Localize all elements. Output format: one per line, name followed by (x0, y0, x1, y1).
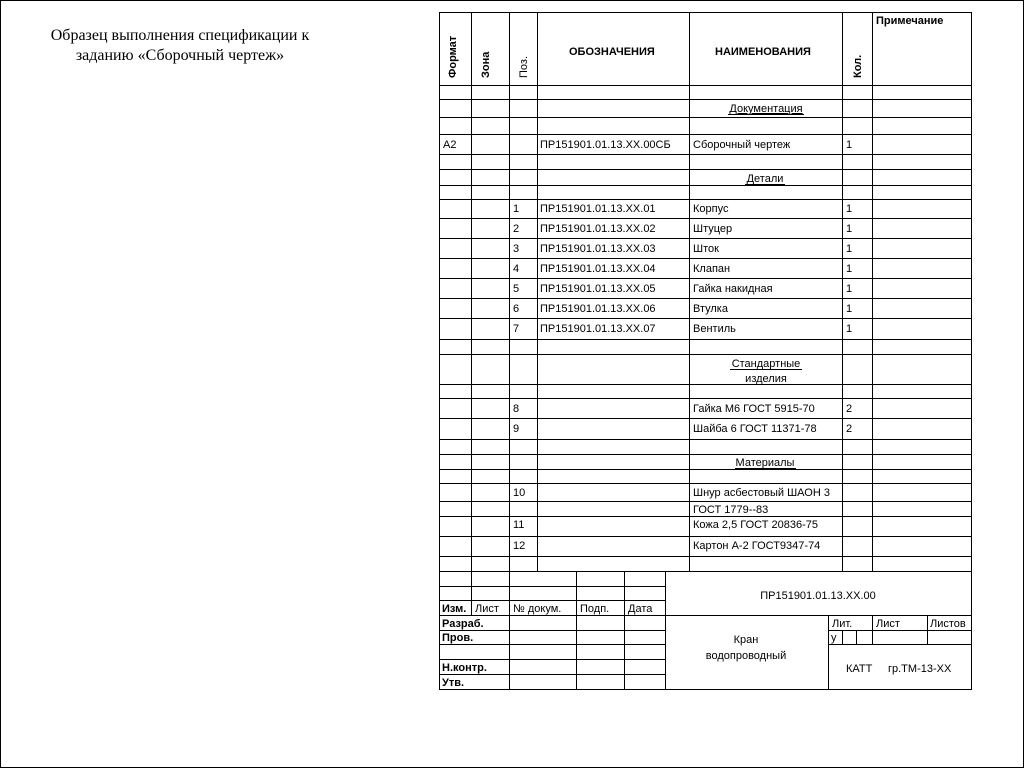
part-qty: 1 (846, 283, 853, 295)
material-pos: 10 (513, 487, 526, 499)
assembly-designation: ПР151901.01.13.ХХ.00СБ (540, 139, 671, 151)
header-qty: Кол. (852, 54, 864, 78)
material-name-line1: Шнур асбестовый ШАОН 3 (693, 487, 830, 499)
part-name: Вентиль (693, 323, 736, 335)
part-designation: ПР151901.01.13.ХХ.06 (540, 303, 656, 315)
section-standard-2: изделия (745, 373, 787, 385)
part-designation: ПР151901.01.13.ХХ.07 (540, 323, 656, 335)
parts-list (513, 203, 852, 335)
standard-name: Шайба 6 ГОСТ 11371-78 (693, 423, 817, 435)
stamp-razrab: Разраб. (442, 618, 484, 630)
header-name: НАИМЕНОВАНИЯ (715, 46, 811, 58)
part-name: Клапан (693, 263, 731, 275)
stamp-prov: Пров. (442, 632, 474, 644)
stamp-list: Лист (475, 603, 499, 615)
stamp-product-1: Кран (733, 634, 759, 646)
material-name: Кожа 2,5 ГОСТ 20836-75 (693, 519, 819, 531)
standard-name: Гайка М6 ГОСТ 5915-70 (693, 403, 815, 415)
assembly-name: Сборочный чертеж (693, 139, 791, 151)
stamp-sign: Подп. (580, 603, 610, 615)
section-standard-1: Стандартные (731, 358, 801, 370)
part-designation: ПР151901.01.13.ХХ.03 (540, 243, 656, 255)
section-documentation: Документация (729, 103, 803, 115)
standard-qty: 2 (846, 423, 853, 435)
part-name: Штуцер (693, 223, 733, 235)
title-line-2: заданию «Сборочный чертеж» (75, 47, 285, 64)
material-name: Картон А-2 ГОСТ9347-74 (693, 540, 821, 552)
part-qty: 1 (846, 203, 853, 215)
part-name: Корпус (693, 203, 729, 215)
part-designation: ПР151901.01.13.ХХ.05 (540, 283, 656, 295)
material-pos: 11 (513, 519, 525, 531)
assembly-format: А2 (443, 139, 457, 151)
header-note: Примечание (876, 15, 944, 27)
assembly-qty: 1 (846, 139, 853, 151)
stamp-org: КАТТ (846, 663, 873, 675)
part-pos: 4 (513, 263, 520, 275)
header-pos: Поз. (518, 56, 530, 78)
table-grid (439, 12, 972, 690)
part-pos: 5 (513, 283, 520, 295)
part-pos: 2 (513, 223, 520, 235)
stamp-listov: Листов (930, 618, 966, 630)
part-designation: ПР151901.01.13.ХХ.02 (540, 223, 656, 235)
material-pos: 12 (513, 540, 526, 552)
part-qty: 1 (846, 323, 853, 335)
stamp-product-2: водопроводный (705, 650, 787, 662)
header-format: Формат (447, 35, 459, 78)
header-designation: ОБОЗНАЧЕНИЯ (569, 46, 655, 58)
stamp-group: гр.ТМ-13-ХХ (888, 663, 952, 675)
part-pos: 3 (513, 243, 520, 255)
stamp-lit: Лит. (832, 618, 853, 630)
stamp-lit-value: у (831, 632, 837, 644)
part-qty: 1 (846, 303, 853, 315)
standard-pos: 9 (513, 423, 520, 435)
title-line-1: Образец выполнения спецификации к (50, 27, 310, 44)
stamp-doc-code: ПР151901.01.13.ХХ.00 (760, 590, 876, 602)
standard-pos: 8 (513, 403, 520, 415)
stamp-list2: Лист (876, 618, 900, 630)
part-qty: 1 (846, 243, 853, 255)
part-qty: 1 (846, 223, 853, 235)
part-pos: 7 (513, 323, 520, 335)
part-name: Втулка (693, 303, 728, 315)
stamp-date: Дата (628, 603, 653, 615)
part-qty: 1 (846, 263, 853, 275)
stamp-nkontr: Н.контр. (442, 662, 487, 674)
part-name: Шток (693, 243, 719, 255)
stamp-utv: Утв. (442, 677, 465, 689)
stamp-izm: Изм. (442, 603, 467, 615)
part-name: Гайка накидная (693, 283, 773, 295)
part-designation: ПР151901.01.13.ХХ.04 (540, 263, 656, 275)
part-pos: 1 (513, 203, 520, 215)
header-zone: Зона (480, 51, 492, 78)
stamp-doc-num: № докум. (513, 603, 562, 615)
materials-list (513, 487, 830, 552)
part-designation: ПР151901.01.13.ХХ.01 (540, 203, 656, 215)
section-parts: Детали (746, 173, 784, 185)
standard-qty: 2 (846, 403, 853, 415)
section-materials: Материалы (735, 457, 795, 469)
material-name-line2: ГОСТ 1779--83 (693, 504, 769, 516)
part-pos: 6 (513, 303, 520, 315)
